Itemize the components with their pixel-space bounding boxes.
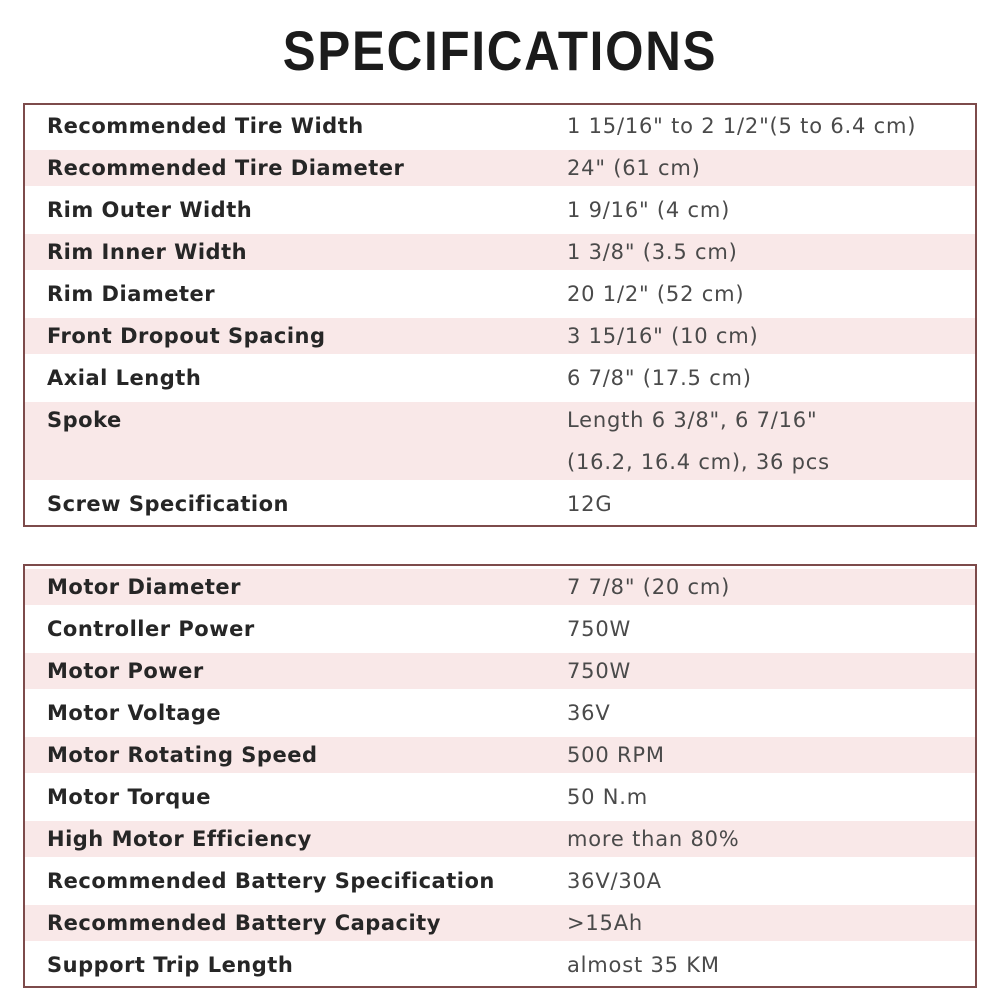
spec-label: Motor Power [47, 659, 204, 683]
spec-value: 36V/30A [567, 869, 662, 893]
spec-value: 1 9/16" (4 cm) [567, 198, 731, 222]
motor-electrical-spec-table [23, 564, 977, 988]
spec-row [25, 189, 975, 231]
spec-row [25, 273, 975, 315]
spec-value: almost 35 KM [567, 953, 720, 977]
spec-value: 1 15/16" to 2 1/2"(5 to 6.4 cm) [567, 114, 917, 138]
spec-row [25, 483, 975, 525]
spec-value: 750W [567, 617, 632, 641]
spec-row [25, 692, 975, 734]
spec-label: Motor Voltage [47, 701, 222, 725]
spec-label: High Motor Efficiency [47, 827, 312, 851]
spec-row [25, 566, 975, 608]
spec-row [25, 399, 975, 483]
spec-row [25, 105, 975, 147]
spec-value: 50 N.m [567, 785, 649, 809]
spec-label: Recommended Tire Diameter [47, 156, 405, 180]
specifications-page [0, 19, 1000, 1000]
spec-value: 20 1/2" (52 cm) [567, 282, 745, 306]
spec-label: Motor Torque [47, 785, 212, 809]
spec-value: >15Ah [567, 911, 643, 935]
spec-value: 750W [567, 659, 632, 683]
spec-value: more than 80% [567, 827, 740, 851]
spec-row [25, 231, 975, 273]
spec-row [25, 357, 975, 399]
spec-label: Recommended Battery Capacity [47, 911, 441, 935]
spec-label: Recommended Tire Width [47, 114, 364, 138]
spec-label: Support Trip Length [47, 953, 294, 977]
spec-row [25, 944, 975, 986]
spec-label: Axial Length [47, 366, 202, 390]
spec-label: Recommended Battery Specification [47, 869, 495, 893]
spec-label: Front Dropout Spacing [47, 324, 326, 348]
spec-value: 12G [567, 492, 613, 516]
spec-value: Length 6 3/8", 6 7/16" (16.2, 16.4 cm), 36 pcs [567, 408, 830, 474]
spec-value: 500 RPM [567, 743, 665, 767]
spec-value: 7 7/8" (20 cm) [567, 575, 731, 599]
spec-label: Motor Diameter [47, 575, 242, 599]
spec-row [25, 734, 975, 776]
spec-value: 6 7/8" (17.5 cm) [567, 366, 752, 390]
spec-value: 24" (61 cm) [567, 156, 701, 180]
spec-row [25, 650, 975, 692]
spec-row [25, 608, 975, 650]
spec-label: Controller Power [47, 617, 255, 641]
spec-label: Spoke [47, 408, 122, 432]
spec-row [25, 147, 975, 189]
spec-label: Rim Inner Width [47, 240, 248, 264]
spec-label: Rim Diameter [47, 282, 216, 306]
page-title: SPECIFICATIONS [282, 19, 718, 82]
spec-label: Motor Rotating Speed [47, 743, 318, 767]
spec-row [25, 860, 975, 902]
spec-row [25, 902, 975, 944]
spec-row [25, 818, 975, 860]
wheel-dimension-spec-table [23, 103, 977, 527]
spec-value: 1 3/8" (3.5 cm) [567, 240, 738, 264]
spec-row [25, 776, 975, 818]
spec-row [25, 315, 975, 357]
spec-value: 36V [567, 701, 611, 725]
spec-label: Rim Outer Width [47, 198, 253, 222]
spec-value: 3 15/16" (10 cm) [567, 324, 759, 348]
spec-label: Screw Specification [47, 492, 289, 516]
